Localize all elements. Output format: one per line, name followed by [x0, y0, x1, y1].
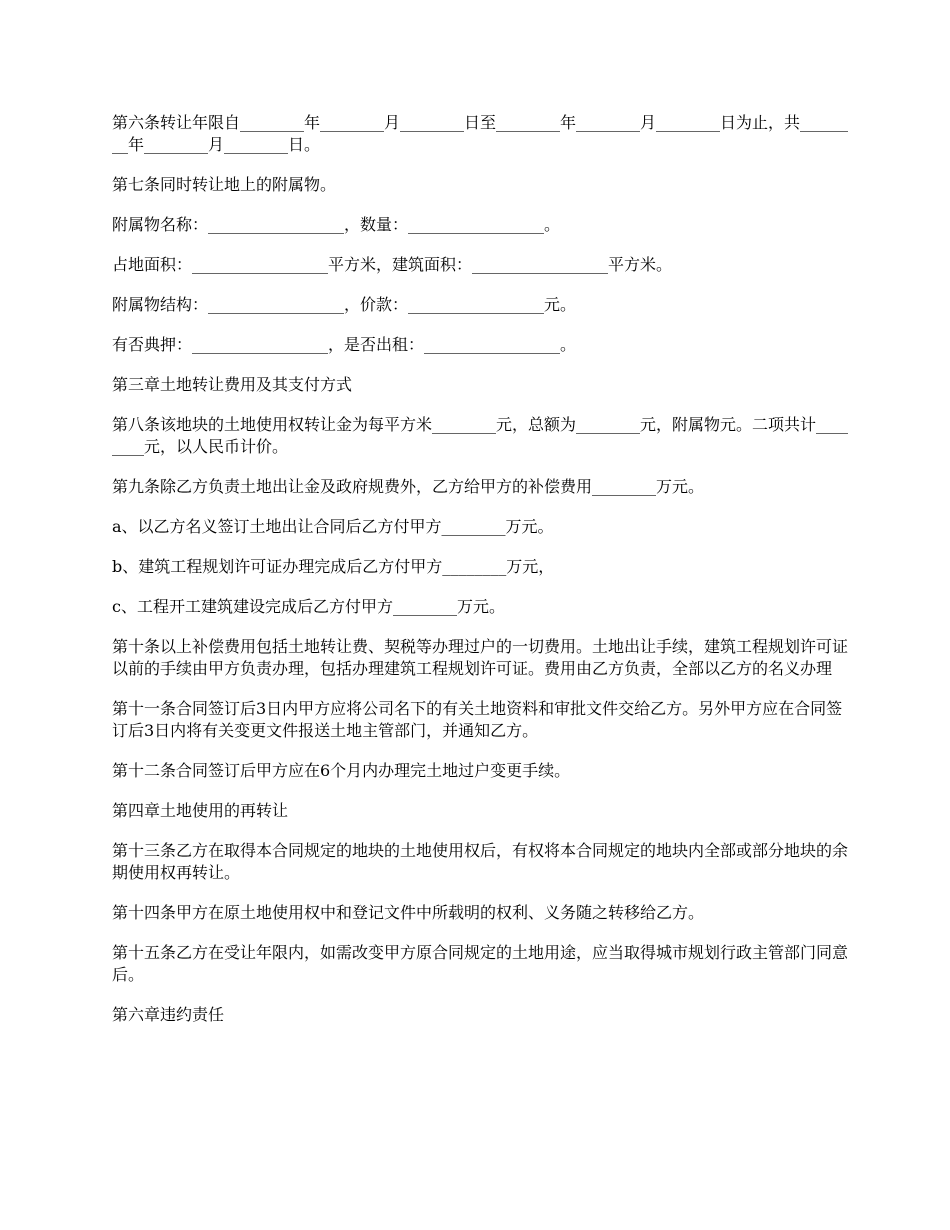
payment-item-a: a、以乙方名义签订土地出让合同后乙方付甲方________万元。: [112, 517, 554, 536]
article-12-transfer-procedure: 第十二条合同签订后甲方应在6个月内办理完土地过户变更手续。: [112, 761, 571, 780]
chapter-3-heading: 第三章土地转让费用及其支付方式: [112, 375, 353, 394]
payment-item-b: b、建筑工程规划许可证办理完成后乙方付甲方________万元，: [112, 557, 555, 576]
chapter-4-heading: 第四章土地使用的再转让: [112, 801, 289, 820]
chapter-6-heading: 第六章违约责任: [112, 1005, 225, 1024]
article-11-documents: 第十一条合同签订后3日内甲方应将公司名下的有关土地资料和审批文件交给乙方。另外甲方应在合同签订后3日内将有关变更文件报送土地主管部门，并通知乙方。: [112, 699, 843, 740]
article-14-rights-obligations: 第十四条甲方在原土地使用权中和登记文件中所载明的权利、义务随之转移给乙方。: [112, 903, 705, 922]
appurtenance-area: 占地面积：_________________平方米，建筑面积：_________________平方米。: [112, 255, 673, 274]
article-9-compensation: 第九条除乙方负责土地出让金及政府规费外，乙方给甲方的补偿费用________万元。: [112, 477, 705, 496]
article-13-retransfer: 第十三条乙方在取得本合同规定的地块的土地使用权后，有权将本合同规定的地块内全部或部分地块的余期使用权再转让。: [112, 841, 849, 882]
article-7-appurtenances: 第七条同时转让地上的附属物。: [112, 175, 337, 194]
article-15-land-use-change: 第十五条乙方在受让年限内，如需改变甲方原合同规定的土地用途，应当取得城市规划行政主管部门同意后。: [112, 943, 849, 984]
mortgage-lease-status: 有否典押：_________________，是否出租：_________________。: [112, 335, 577, 354]
payment-item-c: c、工程开工建筑建设完成后乙方付甲方________万元。: [112, 597, 505, 616]
appurtenance-name-quantity: 附属物名称：_________________，数量：_________________。: [112, 215, 561, 234]
document-page: [112, 112, 852, 1044]
article-10-fees: 第十条以上补偿费用包括土地转让费、契税等办理过户的一切费用。土地出让手续，建筑工程规划许可证以前的手续由甲方负责办理，包括办理建筑工程规划许可证。费用由乙方负责，全部以乙方的名义办理: [112, 637, 849, 678]
article-6-term: 第六条转让年限自________年________月________日至________年________月________日为止，共________年________月________日。: [112, 113, 849, 154]
article-8-transfer-fee: 第八条该地块的土地使用权转让金为每平方米________元，总额为________元，附属物元。二项共计________元，以人民币计价。: [112, 415, 849, 456]
appurtenance-structure-price: 附属物结构：_________________，价款：_________________元。: [112, 295, 577, 314]
